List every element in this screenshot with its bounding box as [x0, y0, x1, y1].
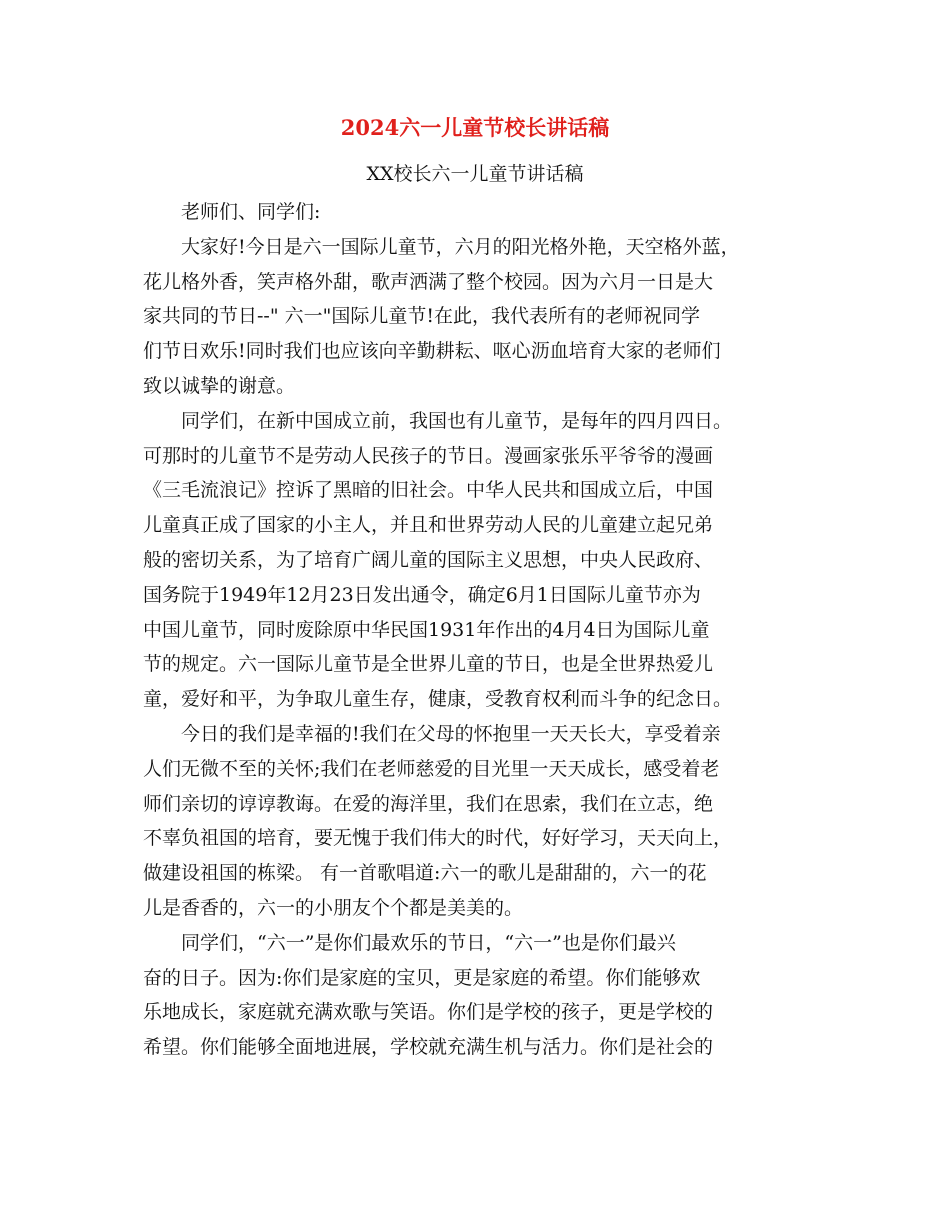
document-body — [143, 195, 823, 1065]
paragraph-line: 般的密切关系，为了培育广阔儿童的国际主义思想，中央人民政府、 — [143, 548, 714, 571]
paragraph-line: 儿童真正成了国家的小主人，并且和世界劳动人民的儿童建立起兄弟 — [143, 514, 714, 537]
paragraph — [143, 717, 823, 926]
paragraph — [143, 230, 823, 404]
paragraph-line: 们节日欢乐!同时我们也应该向辛勤耕耘、呕心沥血培育大家的老师们 — [143, 340, 721, 363]
paragraph-line: 花儿格外香，笑声格外甜，歌声洒满了整个校园。因为六月一日是大 — [143, 270, 714, 293]
paragraph-line: 大家好!今日是六一国际儿童节，六月的阳光格外艳，天空格外蓝， — [181, 235, 740, 258]
paragraph-line: 乐地成长，家庭就充满欢歌与笑语。你们是学校的孩子，更是学校的 — [143, 1001, 714, 1024]
paragraph-line: 中国儿童节，同时废除原中华民国1931年作出的4月4日为国际儿童 — [143, 618, 710, 641]
document-title: 2024六一儿童节校长讲话稿 — [340, 115, 610, 140]
paragraph-line: 不辜负祖国的培育，要无愧于我们伟大的时代，好好学习，天天向上， — [143, 827, 733, 850]
paragraph-line: 师们亲切的谆谆教诲。在爱的海洋里，我们在思索，我们在立志，绝 — [143, 792, 714, 815]
paragraph-line: 希望。你们能够全面地进展，学校就充满生机与活力。你们是社会的 — [143, 1036, 714, 1059]
paragraph — [143, 926, 823, 1065]
paragraph-line: 老师们、同学们: — [181, 201, 321, 223]
paragraph-line: 节的规定。六一国际儿童节是全世界儿童的节日，也是全世界热爱儿 — [143, 653, 714, 676]
paragraph-line: 儿是香香的，六一的小朋友个个都是美美的。 — [143, 896, 524, 919]
paragraph-line: 人们无微不至的关怀;我们在老师慈爱的目光里一天天成长，感受着老 — [143, 757, 720, 780]
paragraph-line: 可那时的儿童节不是劳动人民孩子的节日。漫画家张乐平爷爷的漫画 — [143, 444, 714, 467]
paragraph-line: 致以诚挚的谢意。 — [143, 374, 296, 397]
paragraph-line: 同学们，“六一”是你们最欢乐的节日，“六一”也是你们最兴 — [181, 931, 676, 954]
paragraph-line: 国务院于1949年12月23日发出通令，确定6月1日国际儿童节亦为 — [143, 583, 701, 606]
paragraph-line: 奋的日子。因为:你们是家庭的宝贝，更是家庭的希望。你们能够欢 — [143, 966, 701, 989]
document-subtitle: XX校长六一儿童节讲话稿 — [366, 163, 584, 185]
paragraph-line: 童，爱好和平，为争取儿童生存，健康，受教育权利而斗争的纪念日。 — [143, 688, 733, 711]
paragraph — [143, 404, 823, 717]
paragraph-line: 同学们，在新中国成立前，我国也有儿童节，是每年的四月四日。 — [181, 409, 733, 432]
paragraph-line: 今日的我们是幸福的!我们在父母的怀抱里一天天长大，享受着亲 — [181, 722, 721, 745]
paragraph-line: 《三毛流浪记》控诉了黑暗的旧社会。中华人民共和国成立后，中国 — [143, 479, 714, 502]
paragraph-line: 做建设祖国的栋梁。 有一首歌唱道:六一的歌儿是甜甜的，六一的花 — [143, 862, 707, 885]
paragraph — [143, 195, 823, 230]
paragraph-line: 家共同的节日--" 六一"国际儿童节!在此，我代表所有的老师祝同学 — [143, 305, 700, 328]
